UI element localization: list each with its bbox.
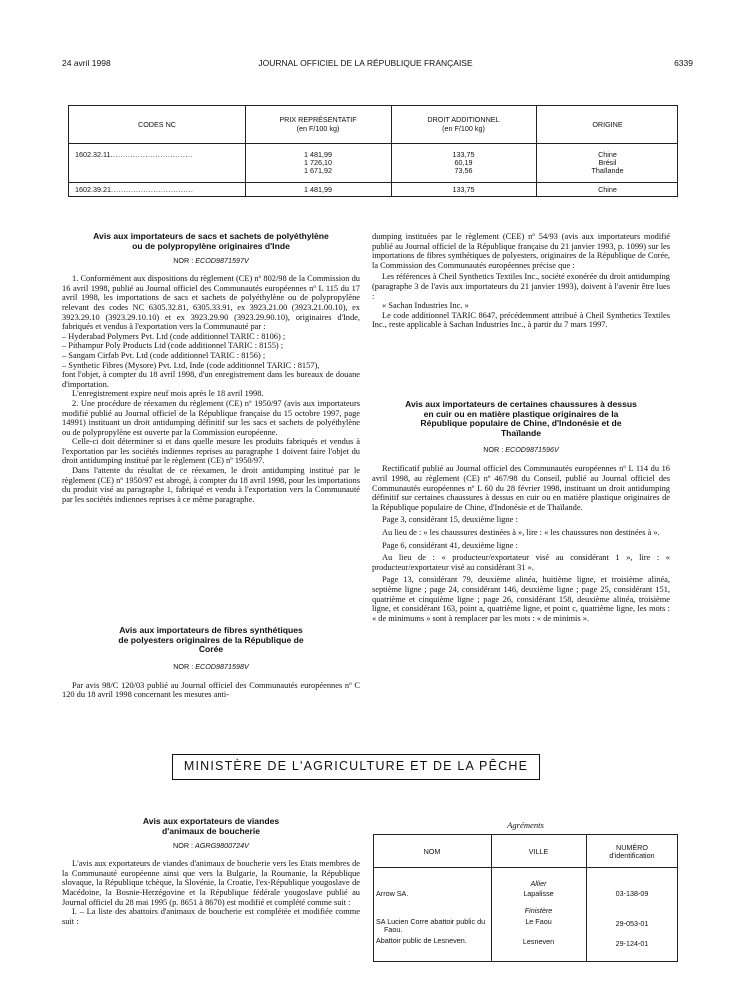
article-title: Avis aux importateurs de sacs et sachets de polyéthylène ou de polypropylène originaires d'Inde — [93, 231, 329, 251]
row1-ville: Lapalisse — [523, 889, 554, 898]
nor-reference: NOR : ECOD9871596V — [483, 445, 559, 455]
row2-prix: 1 481,99 — [304, 185, 332, 194]
row1-prix-2: 1 726,10 — [304, 158, 332, 167]
col-header-codes: CODES NC — [138, 120, 176, 129]
article-chaussures — [372, 400, 670, 623]
col-header-ville: VILLE — [528, 847, 549, 856]
article-title: Avis aux importateurs de fibres synthétiques de polyesters originaires de la République de Corée — [118, 625, 304, 655]
header-journal: JOURNAL OFFICIEL DE LA RÉPUBLIQUE FRANÇAISE — [258, 58, 473, 68]
prices-table — [68, 105, 678, 197]
row2-origine: Chine — [598, 185, 617, 194]
row2-code: 1602.39.21................................. — [75, 185, 194, 194]
dept-finistere: Finistère — [524, 906, 553, 915]
row1-prix-3: 1 671,92 — [304, 166, 332, 175]
row3-numero: 29-124-01 — [615, 939, 649, 948]
row1-code: 1602.32.11................................. — [75, 150, 193, 159]
col-header-droit-unit: (en F/100 kg) — [442, 124, 485, 133]
row1-origine-1: Chine — [598, 150, 617, 159]
col-header-prix: PRIX REPRÉSENTATIF — [279, 115, 357, 124]
row1-origine-2: Brésil — [598, 158, 617, 167]
agrements-title: Agréments — [507, 820, 544, 830]
row3-nom: Abattoir public de Lesneven. — [376, 936, 467, 945]
article-sacs-sachets — [62, 232, 360, 504]
row2-droit: 133,75 — [452, 185, 475, 194]
col-header-numero-sub: d'identification — [609, 851, 655, 860]
nor-reference: NOR : ECOD9871598V — [173, 661, 249, 671]
header-page-number: 6339 — [674, 58, 693, 68]
nor-reference: NOR : ECOD9871597V — [173, 256, 249, 266]
article-body: L'avis aux exportateurs de viandes d'animaux de boucherie vers les Etats membres de la Communauté européenne ainsi que vers la Bulgarie, la Roumanie, la République slovaque, la République tchèque, la Slovénie, la Croatie, l'ex-République yougoslave de Macédoine, la Bosnie-Herzégovine et la République fédérale yougoslave publié au Journal officiel du 28 mai 1995 (p. 8651 à 8670) est modifié et complété comme suit : I. – La liste des abattoirs d'animaux de boucherie est complétée et modifiée comme suit : — [62, 859, 360, 926]
article-title: Avis aux importateurs de certaines chaussures à dessus en cuir ou en matière plastique originaires de la République populaire de Chine, d'Indonésie et de Thaïlande — [405, 399, 637, 438]
ministry-heading: MINISTÈRE DE L'AGRICULTURE ET DE LA PÊCHE — [172, 754, 540, 780]
nor-reference: NOR : AGRG9800724V — [173, 841, 249, 851]
col-header-nom: NOM — [423, 847, 441, 856]
row1-nom: Arrow SA. — [376, 889, 409, 898]
agrements-table — [373, 834, 678, 962]
col-header-origine: ORIGINE — [592, 120, 623, 129]
row1-prix-1: 1 481,99 — [304, 150, 332, 159]
article-body: Par avis 98/C 120/03 publié au Journal officiel des Communautés européennes nº C 120 du 18 avril 1998 concernant les mesures anti- — [62, 680, 360, 700]
row2-nom: SA Lucien Corre abattoir public du Faou. — [376, 917, 486, 934]
article-viandes — [62, 817, 360, 926]
article-body: Rectificatif publié au Journal officiel des Communautés européennes nº L 114 du 16 avril 1998, au règlement (CE) nº 467/98 du Conseil, publié au Journal officiel des Communautés européennes nº L 60 du 28 février 1998, instituant un droit antidumping définitif sur certaines chaussures à dessus en cuir ou en matière plastique originaires de la République populaire de Chine, d'Indonésie et de Thaïlande. Page 3, considérant 15, deuxième ligne : Au lieu de : « les chaussures destinées à », lire : « les chaussures non destinées à ». Page 6, considérant 41, deuxième ligne : Au lieu de : « producteur/exportateur visé au considérant 1 », lire : « producteur/exportateur visé au considérant 31 ». Page 13, considérant 79, deuxième alinéa, huitième ligne, et troisième alinéa, septième ligne ; page 24, considérant 146, deuxième ligne ; page 25, considérant 151, quatrième et cinquième ligne ; page 26, considérant 158, deuxième alinéa, troisième ligne, et considérant 163, point a, quatrième ligne, et point c, quatrième ligne, les mots : « de minimums » sont à remplacer par les mots : « de minimis ». — [372, 464, 670, 623]
col-header-numero: NUMÉRO — [616, 843, 648, 852]
dept-allier: Allier — [530, 879, 547, 888]
header-date: 24 avril 1998 — [62, 58, 111, 68]
row1-origine-3: Thaïlande — [591, 166, 624, 175]
article-fibres-polyesters — [62, 626, 360, 700]
article-title: Avis aux exportateurs de viandes d'animaux de boucherie — [142, 816, 280, 836]
row3-ville: Lesneven — [522, 937, 555, 946]
col-header-droit: DROIT ADDITIONNEL — [427, 115, 500, 124]
row1-droit-2: 60,19 — [454, 158, 473, 167]
article-body: 1. Conformément aux dispositions du règlement (CE) nº 802/98 de la Commission du 16 avril 1998, publié au Journal officiel des Communautés européennes nº L 115 du 17 avril 1998, les importations de sacs et sachets de polyéthylène ou de polypropylène relevant des codes NC 6305.32.81, 6305.33.91, ex 3923.21.00 (3923.21.00.10), ex 3923.29.10 (3923.29.10.10) et ex 3923.29.90 (3923.29.90.10), originaires d'Inde, fabriqués et vendus à l'exportation vers la Communauté par : – Hyderabad Polymers Pvt. Ltd (code additionnel TARIC : 8106) ; – Pithampur Poly Products Ltd (code additionnel TARIC : 8155) ; – Sangam Cirfab Pvt. Ltd (code additionnel TARIC : 8156) ; – Synthetic Fibres (Mysore) Pvt. Ltd, Inde (code additionnel TARIC : 8157), font l'objet, à compter du 18 avril 1998, d'un enregistrement dans les bureaux de douane d'importation. L'enregistrement expire neuf mois après le 18 avril 1998. 2. Une procédure de réexamen du règlement (CE) nº 1950/97 (avis aux importateurs modifié publié au Journal officiel de la République française du 15 octobre 1997, page 14991) instituant un droit antidumping définitif sur les sacs et sachets de polyéthylène ou de polypropylène est ouverte par la Commission européenne. Celle-ci doit déterminer si et dans quelle mesure les produits fabriqués et vendus à l'exportation par les sociétés indiennes reprises au paragraphe 1 doivent faire l'objet du droit antidumping institué par le règlement (CE) nº 1950/97. Dans l'attente du résultat de ce réexamen, le droit antidumping institué par le règlement (CE) nº 1950/97 est abrogé, à compter du 18 avril 1998, pour les importations du produit visé au paragraphe 1, fabriqué et vendu à l'exportation vers la Communauté par les sociétés indiennes reprises à ce même paragraphe. — [62, 274, 360, 504]
col-header-prix-unit: (en F/100 kg) — [296, 124, 340, 133]
row1-droit-1: 133,75 — [452, 150, 475, 159]
row1-droit-3: 73,56 — [454, 166, 473, 175]
row2-ville: Le Faou — [525, 917, 552, 926]
article-fibres-continued: dumping instituées par le règlement (CEE) nº 54/93 (avis aux importateurs modifié publié au Journal officiel de la République française du 21 janvier 1993, p. 1099) sur les importations de fibres synthétiques de polyesters, originaires de la République de Corée, la Commission des Communautés européennes précise que : Les références à Cheil Synthetics Textiles Inc., société exonérée du droit antidumping (paragraphe 3 de l'avis aux importateurs du 21 janvier 1993), doivent à l'avenir être lues : « Sachan Industries Inc. » Le code additionnel TARIC 8647, précédemment attribué à Cheil Synthetics Textiles Inc., reste applicable à Sachan Industries Inc., à partir du 7 mars 1997. — [372, 232, 670, 330]
row2-numero: 29-053-01 — [615, 919, 649, 928]
row1-numero: 03-138-09 — [615, 889, 649, 898]
